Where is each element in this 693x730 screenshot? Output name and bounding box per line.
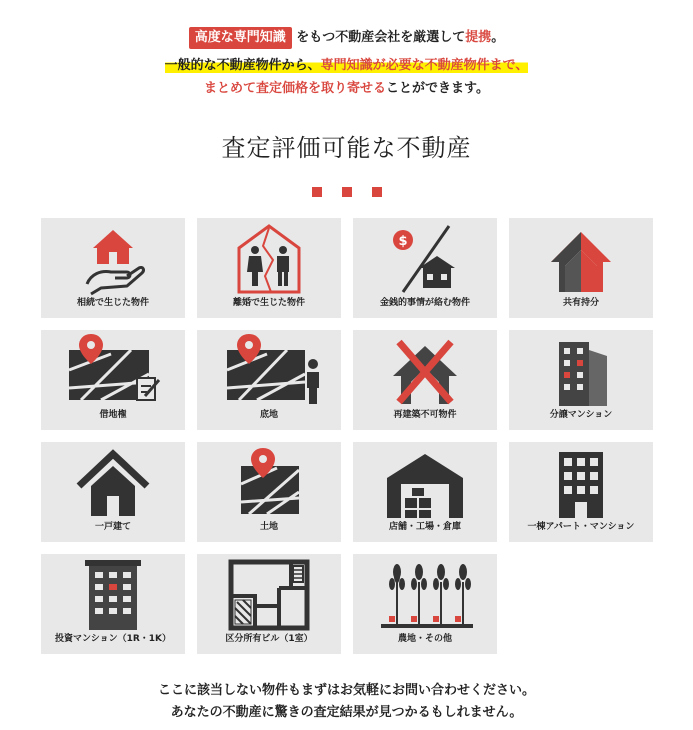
outro-line-2: あなたの不動産に驚きの査定結果が見つかるもしれません。 (170, 705, 523, 720)
heading-dots (0, 182, 693, 201)
category-tile-farmland[interactable] (353, 554, 497, 654)
category-label: 共有持分 (562, 298, 599, 308)
category-tile-unit-building[interactable] (197, 554, 341, 654)
category-tile-apartment[interactable] (509, 442, 653, 542)
section-heading: 査定評価可能な不動産 (221, 134, 472, 162)
category-label: 一棟アパート・マンション (527, 522, 635, 532)
detached-house-icon (41, 442, 185, 524)
dot (312, 187, 322, 197)
leasehold-map-icon (41, 330, 185, 412)
condo-building-icon (509, 330, 653, 412)
intro-line-1-end: 。 (491, 30, 505, 45)
land-map-icon (197, 442, 341, 524)
category-tile-inheritance[interactable] (41, 218, 185, 318)
floor-plan-icon (197, 554, 341, 636)
intro-line-3 (0, 80, 693, 98)
category-tile-warehouse[interactable] (353, 442, 497, 542)
warehouse-icon (353, 442, 497, 524)
land-map-person-icon (197, 330, 341, 412)
divorce-couple-icon (197, 218, 341, 300)
category-label: 分譲マンション (549, 410, 613, 420)
shared-ownership-icon (509, 218, 653, 300)
investment-condo-icon (41, 554, 185, 636)
category-tile-land[interactable] (197, 442, 341, 542)
category-label: 相続で生じた物件 (76, 298, 149, 308)
category-label: 土地 (259, 522, 278, 532)
intro-line-1-text: をもつ不動産会社を厳選して (296, 30, 466, 45)
apartment-building-icon (509, 442, 653, 524)
category-label: 再建築不可物件 (393, 410, 457, 420)
no-rebuild-icon (353, 330, 497, 412)
expertise-badge: 高度な専門知識 (189, 27, 292, 49)
intro-line-2 (0, 52, 693, 80)
category-label: 農地・その他 (397, 634, 452, 644)
intro-highlight-b: 専門知識が必要な不動産物件まで、 (320, 58, 529, 73)
category-tile-shared[interactable] (509, 218, 653, 318)
category-label: 店舗・工場・倉庫 (388, 522, 461, 532)
dot (342, 187, 352, 197)
category-tile-detached[interactable] (41, 442, 185, 542)
category-label: 離婚で生じた物件 (232, 298, 305, 308)
intro-line-3-red: まとめて査定価格を取り寄せる (204, 81, 387, 96)
intro-text (0, 24, 693, 98)
money-house-icon (353, 218, 497, 300)
category-tile-base-land[interactable] (197, 330, 341, 430)
inheritance-house-icon (41, 218, 185, 300)
category-tile-leasehold[interactable] (41, 330, 185, 430)
category-label: 一戸建て (94, 522, 131, 532)
category-label: 底地 (259, 410, 278, 420)
category-tile-investment[interactable] (41, 554, 185, 654)
category-tile-condo[interactable] (509, 330, 653, 430)
category-label: 投資マンション（1R・1K） (54, 634, 172, 644)
outro-text (0, 680, 693, 724)
intro-highlight-a: 一般的な不動産物件から、 (164, 58, 321, 73)
dot (372, 187, 382, 197)
outro-line-1: ここに該当しない物件もまずはお気軽にお問い合わせください。 (157, 683, 535, 698)
category-tile-money[interactable] (353, 218, 497, 318)
intro-line-3-end: ことができます。 (386, 81, 489, 96)
partnership-emphasis: 提携 (465, 30, 492, 45)
category-label: 区分所有ビル（1室） (225, 634, 313, 644)
category-tile-divorce[interactable] (197, 218, 341, 318)
svg-text:$: $ (398, 234, 408, 249)
intro-line-1 (0, 24, 693, 52)
category-label: 借地権 (99, 410, 127, 420)
category-label: 金銭的事情が絡む物件 (379, 298, 470, 308)
category-tile-no-rebuild[interactable] (353, 330, 497, 430)
farmland-icon (353, 554, 497, 636)
